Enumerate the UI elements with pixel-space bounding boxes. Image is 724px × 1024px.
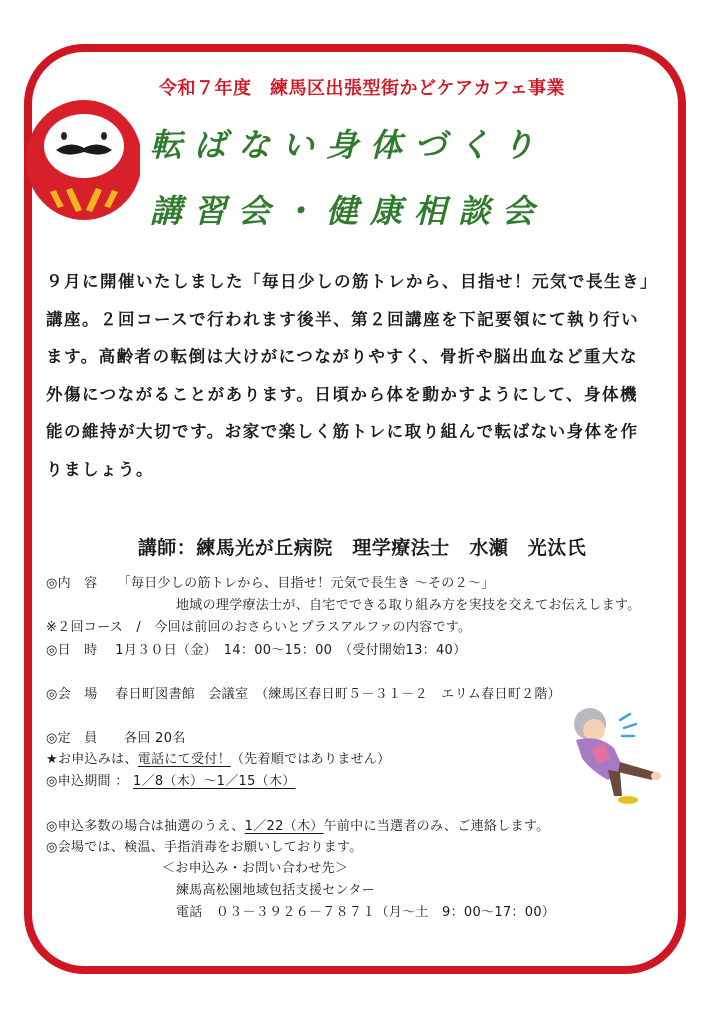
lottery-date: 1／22（木） xyxy=(244,819,324,834)
content-line-1: ◎内 容 「毎日少しの筋トレから、目指せ！元気で長生き ～その２～」 xyxy=(46,576,495,591)
lottery-line xyxy=(46,815,549,834)
course-note: ※２回コース / 今回は前回のおさらいとプラスアルファの内容です。 xyxy=(46,620,472,635)
intro-line: 講座。２回コースで行われます後半、第２回講座を下記要領にて執り行い xyxy=(46,309,640,329)
hygiene-line: ◎会場では、検温、手指消毒をお願いしております。 xyxy=(46,840,363,855)
apply-phone: 電話にて受付！ xyxy=(137,752,231,767)
contact-phone: 電話 ０３－３９２６－７８７１（月～土 9：00～17：00） xyxy=(176,905,556,920)
falling-elderly-woman-illustration xyxy=(568,700,680,808)
venue-line: ◎会 場 春日町図書館 会議室 （練馬区春日町５－３１－２ エリム春日町２階） xyxy=(46,687,561,702)
intro-line: ます。高齢者の転倒は大けがにつながりやすく、骨折や脳出血など重大な xyxy=(46,347,639,366)
intro-line: 外傷につながることがあります。日頃から体を動かすようにして、身体機 xyxy=(46,384,639,404)
period-label: ◎申込期間 ： xyxy=(46,774,134,789)
period-value: 1／8（木）～1／15（木） xyxy=(133,774,296,789)
intro-line: りましょう。 xyxy=(46,459,154,479)
datetime-line: ◎日 時 1月３０日（金） 14：00～15：00 （受付開始13：40） xyxy=(46,643,467,658)
intro-line: ９月に開催いたしました「毎日少しの筋トレから、目指せ！元気で長生き」 xyxy=(46,272,658,291)
intro-line: 能の維持が大切です。お家で楽しく筋トレに取り組んで転ばない身体を作 xyxy=(46,422,639,441)
lecturer-line: 講師：練馬光が丘病院 理学療法士 水瀬 光汰氏 xyxy=(137,537,587,559)
period-line xyxy=(46,770,296,789)
daruma-illustration xyxy=(22,88,140,220)
title-line-2: 講習会・健康相談会 xyxy=(150,192,547,230)
title-line-1: 転ばない身体づくり xyxy=(150,126,547,164)
apply-prefix: ★お申込みは、 xyxy=(46,752,138,767)
lottery-suffix: 午前中に当選者のみ、ご連絡します。 xyxy=(323,819,550,834)
apply-suffix: （先着順ではありません） xyxy=(230,752,391,767)
capacity-line: ◎定 員 各回 20名 xyxy=(46,731,186,746)
content-line-2: 地域の理学療法士が、自宅でできる取り組み方を実技を交えてお伝えします。 xyxy=(176,598,641,613)
intro-paragraph xyxy=(46,263,686,488)
contact-heading: ＜お申込み・お問い合わせ先＞ xyxy=(162,861,349,876)
subtitle: 令和７年度 練馬区出張型街かどケアカフェ事業 xyxy=(159,78,565,99)
lottery-prefix: ◎申込多数の場合は抽選のうえ、 xyxy=(46,819,245,834)
apply-line xyxy=(46,748,390,767)
contact-org: 練馬高松園地域包括支援センター xyxy=(176,883,375,898)
